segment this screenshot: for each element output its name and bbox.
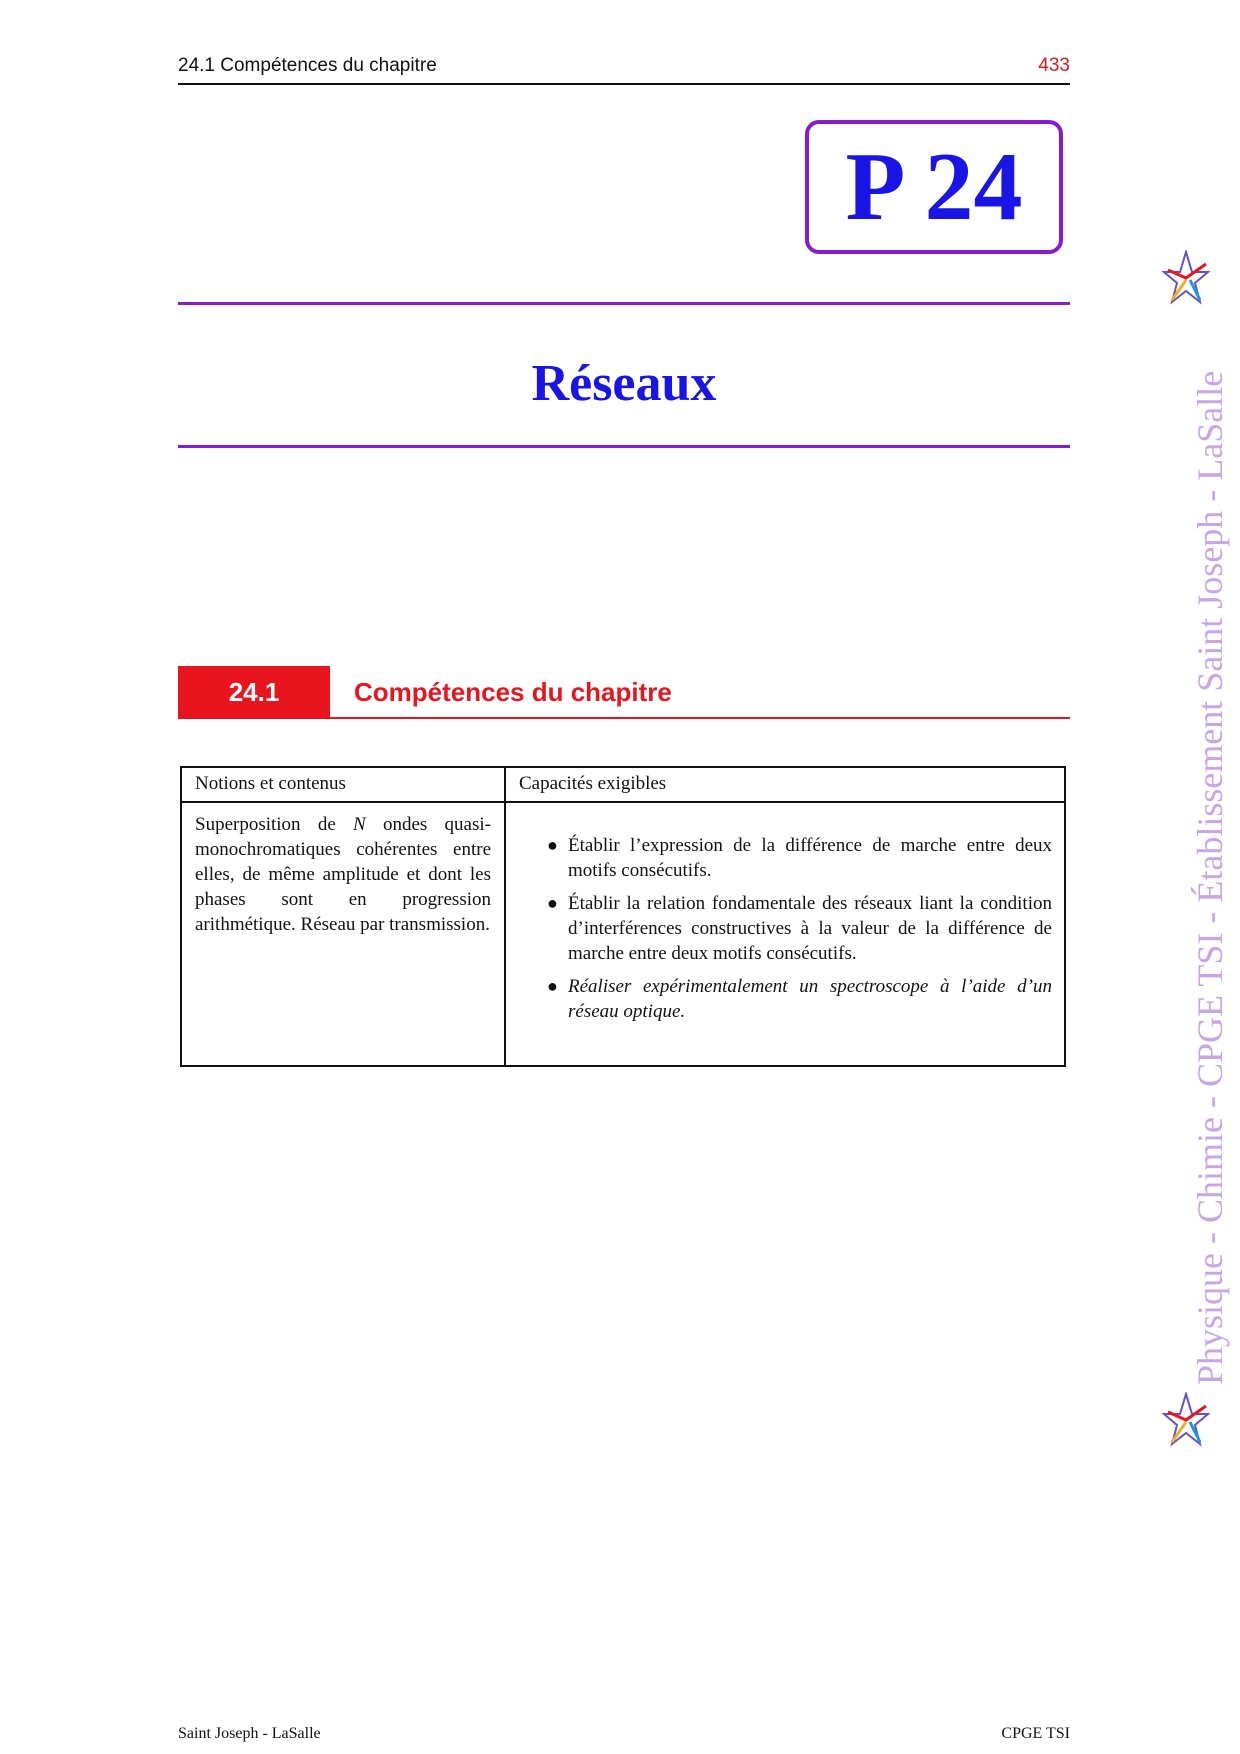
- chapter-title: Réseaux: [531, 355, 717, 412]
- footer-class: CPGE TSI: [1001, 1725, 1070, 1742]
- section-underline: [178, 717, 1070, 719]
- header-section-title: 24.1 Compétences du chapitre: [178, 55, 437, 76]
- capacites-list: [506, 833, 1052, 1024]
- section-title: Compétences du chapitre: [354, 677, 672, 707]
- header-capacites: Capacités exigibles: [505, 767, 1065, 802]
- variable-n: N: [353, 814, 366, 835]
- list-item: ● Établir la relation fondamentale des réseaux liant la condition d’interférences constructives à la valeur de la différence de marche entre deux motifs consécutifs.: [547, 893, 1052, 964]
- header-notions: Notions et contenus: [181, 767, 505, 802]
- list-item: ● Établir l’expression de la différence de marche entre deux motifs consécutifs.: [547, 835, 1052, 881]
- school-logo-icon: [1162, 1392, 1210, 1454]
- capacites-cell: [505, 802, 1065, 1066]
- title-rule-bottom: [178, 445, 1070, 448]
- section-number: 24.1: [178, 666, 330, 718]
- list-item: ● Réaliser expérimentalement un spectroscope à l’aide d’un réseau optique.: [547, 976, 1052, 1022]
- skills-table: [180, 766, 1066, 1067]
- title-rule-top: [178, 302, 1070, 305]
- notions-text-start: Superposition de: [195, 814, 354, 835]
- table-row: [181, 802, 1065, 1066]
- side-banner: Physique - Chimie - CPGE TSI - Établissement Saint Joseph - LaSalle: [1190, 370, 1230, 1385]
- bullet-icon: ●: [547, 835, 558, 855]
- running-header: [178, 55, 1070, 85]
- chapter-number-box: [805, 120, 1063, 254]
- table-header-row: [181, 767, 1065, 802]
- footer-school: Saint Joseph - LaSalle: [178, 1725, 321, 1742]
- bullet-icon: ●: [547, 893, 558, 913]
- section-heading: [178, 666, 1070, 720]
- chapter-label: P 24: [845, 133, 1023, 241]
- notions-cell: [181, 802, 505, 1066]
- bullet-icon: ●: [547, 976, 558, 996]
- notions-text-end: ondes quasi-monochromatiques cohérentes entre elles, de même amplitude et dont les phases sont en progression arithmétique. Réseau par transmission.: [195, 814, 491, 935]
- page-number: 433: [1038, 55, 1070, 76]
- school-logo-icon: [1162, 250, 1210, 312]
